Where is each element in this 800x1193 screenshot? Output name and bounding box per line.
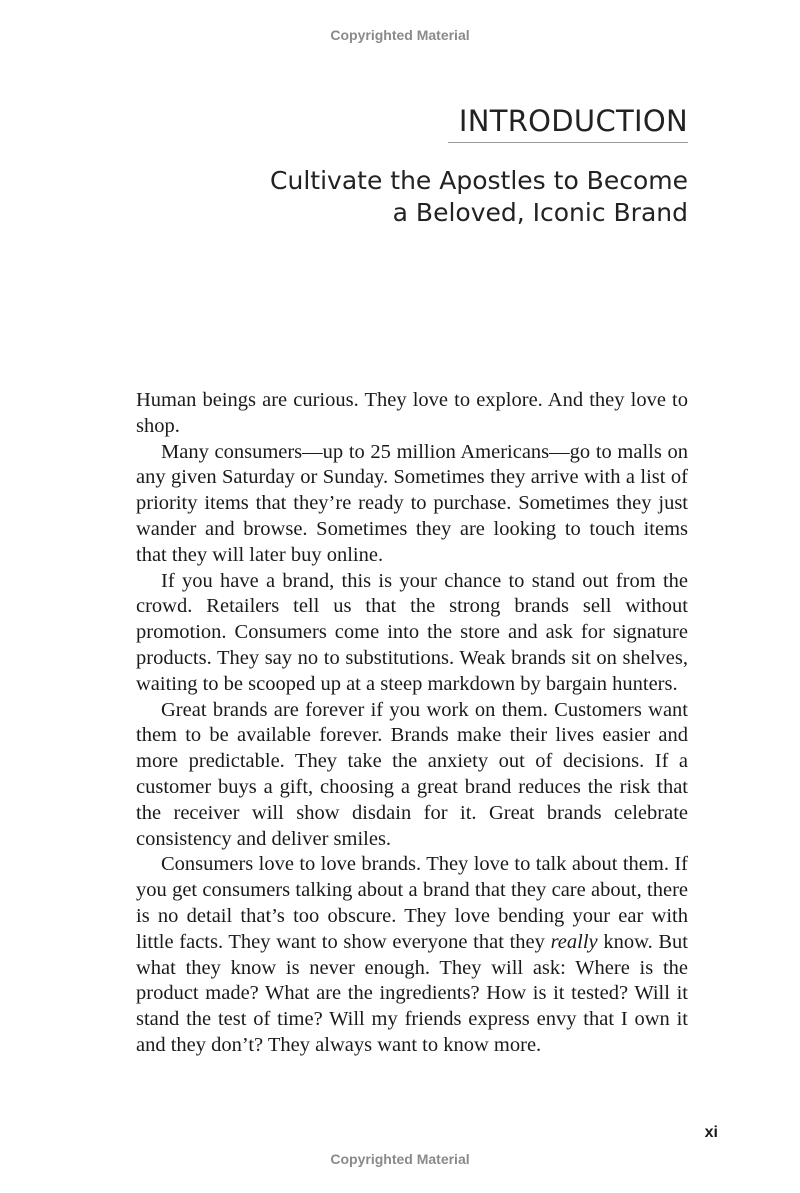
- chapter-subtitle: [208, 165, 688, 229]
- paragraph-4: Great brands are forever if you work on them. Customers want them to be available forever. Brands make their lives easier and more predictable. They take the anxiety out of decisions. If a customer buys a gift, choosing a great brand reduces the risk that the receiver will show disdain for it. Great brands celebrate consistency and deliver smiles.: [136, 698, 688, 850]
- paragraph-5-emphasis: really: [550, 930, 598, 953]
- copyright-watermark-bottom: Copyrighted Material: [330, 1151, 470, 1167]
- paragraph-5-text-end: know. But what they know is never enough. They will ask: Where is the product made? What are the ingredients? How is it tested? Will it stand the test of time? Will my friends express envy that I own it and they don’t? They always want to know more.: [136, 930, 689, 1056]
- chapter-title: INTRODUCTION: [448, 104, 688, 143]
- body-text: [136, 388, 688, 1059]
- chapter-subtitle-line-1: Cultivate the Apostles to Become: [270, 166, 688, 195]
- paragraph-3: If you have a brand, this is your chance to stand out from the crowd. Retailers tell us that the strong brands sell without promotion. Consumers come into the store and ask for signature products. They say no to substitutions. Weak brands sit on shelves, waiting to be scooped up at a steep markdown by bargain hunters.: [136, 569, 688, 695]
- paragraph-5: [136, 852, 688, 1058]
- paragraph-2: Many consumers—up to 25 million Americans—go to malls on any given Saturday or Sunday. Sometimes they arrive with a list of priority items that they’re ready to purchase. Sometimes they just wander and browse. Sometimes they are looking to touch items that they will later buy online.: [136, 440, 688, 566]
- paragraph-5-text-start: Consumers love to love brands. They love to talk about them. If you get consumers talking about a brand that they care about, there is no detail that’s too obscure. They love bending your ear with little facts. They want to show everyone that they: [136, 853, 688, 953]
- chapter-subtitle-line-2: a Beloved, Iconic Brand: [392, 198, 688, 227]
- paragraph-1: Human beings are curious. They love to explore. And they love to shop.: [136, 389, 688, 437]
- page-number: xi: [704, 1124, 718, 1141]
- copyright-watermark-top: Copyrighted Material: [330, 27, 470, 43]
